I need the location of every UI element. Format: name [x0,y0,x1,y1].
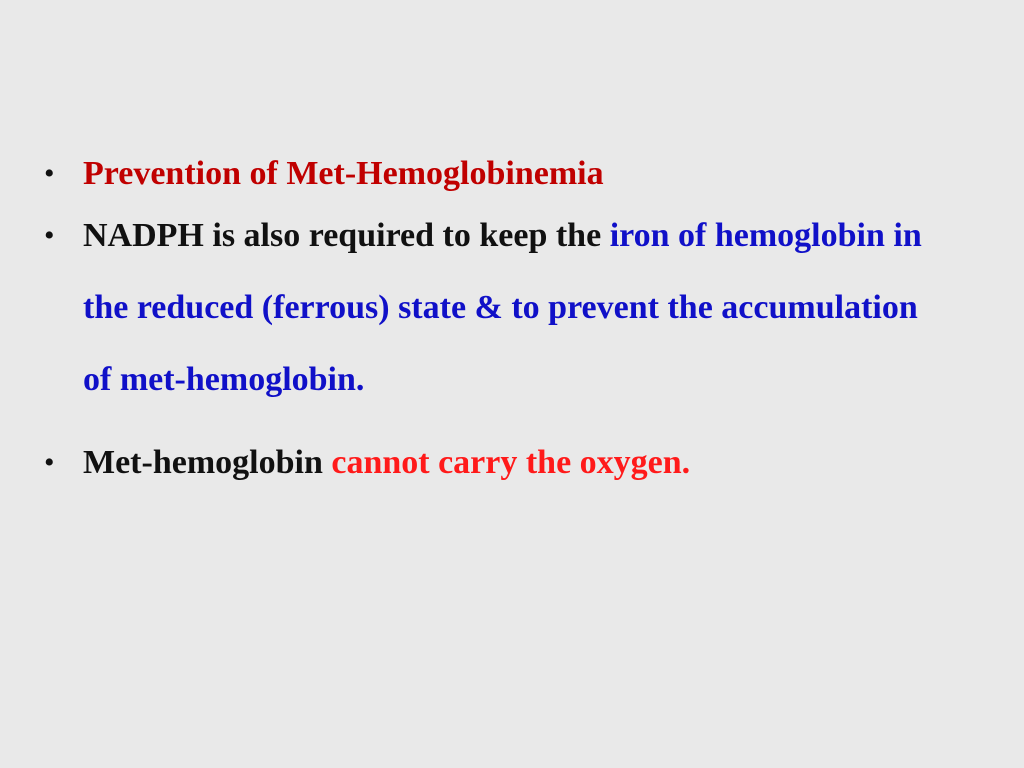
bullet-dot-icon: • [44,157,55,190]
met-text-black: Met-hemoglobin [83,444,332,481]
nadph-text-black: NADPH is also required to keep the [83,217,610,254]
bullet-dot-icon: • [44,219,55,252]
bullet-item-met-hemoglobin [44,427,984,499]
bullet-dot-icon: • [44,446,55,479]
met-text-red: cannot carry the oxygen. [331,444,691,481]
nadph-text-blue: iron of hemoglobin in the reduced (ferrous) state & to prevent the accumulation of met-hemoglobin. [83,217,922,398]
bullet-text-prevention: Prevention of Met-Hemoglobinemia [83,155,604,192]
bullet-item-nadph [44,200,984,416]
bullet-text-nadph [83,200,943,416]
bullet-text-met-hemoglobin [83,427,943,499]
